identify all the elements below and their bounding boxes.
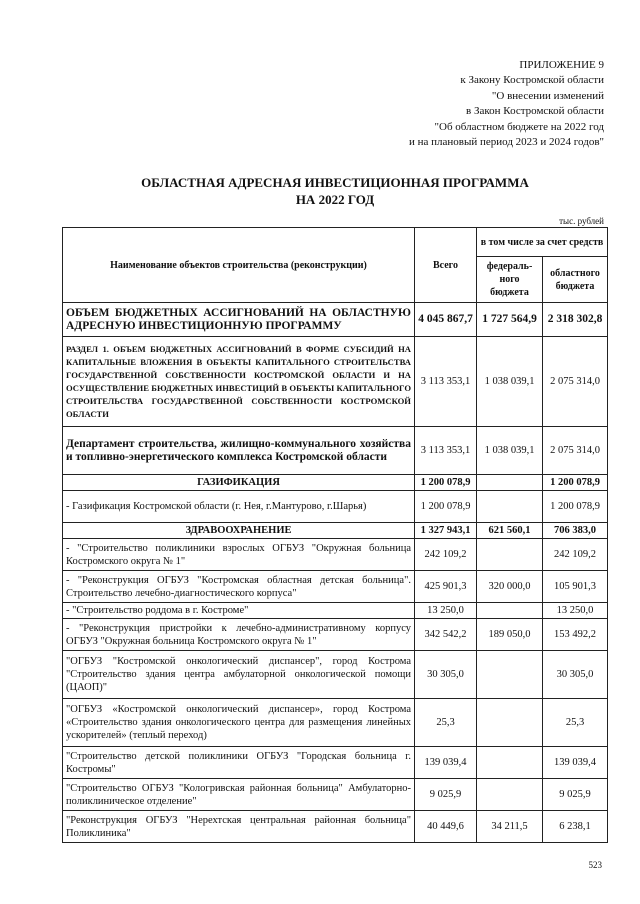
row-regional: 242 109,2 (543, 539, 608, 571)
page-number: 523 (588, 860, 602, 870)
table-row (63, 303, 608, 337)
row-name: "Строительство ОГБУЗ "Кологривская районная больница" Амбулаторно-поликлиническое отделение" (63, 779, 415, 811)
title-line-1: ОБЛАСТНАЯ АДРЕСНАЯ ИНВЕСТИЦИОННАЯ ПРОГРАММА (141, 175, 529, 190)
appendix-line: в Закон Костромской области (466, 105, 604, 118)
row-regional: 153 492,2 (543, 619, 608, 651)
row-regional: 30 305,0 (543, 651, 608, 699)
header-federal: федераль-ного бюджета (477, 257, 543, 303)
row-regional: 706 383,0 (543, 523, 608, 539)
row-name: - "Строительство поликлиники взрослых ОГБУЗ "Окружная больница Костромского округа № 1" (63, 539, 415, 571)
appendix-line: ПРИЛОЖЕНИЕ 9 (519, 59, 604, 71)
row-regional: 9 025,9 (543, 779, 608, 811)
row-name: "Строительство детской поликлиники ОГБУЗ "Городская больница г. Костромы" (63, 747, 415, 779)
table-row (63, 337, 608, 427)
header-name: Наименование объектов строительства (реконструкции) (63, 228, 415, 303)
row-federal (477, 475, 543, 491)
row-federal: 621 560,1 (477, 523, 543, 539)
units-label: тыс. рублей (559, 216, 604, 226)
row-regional: 13 250,0 (543, 603, 608, 619)
table-row (63, 475, 608, 491)
row-name: "ОГБУЗ «Костромской онкологический диспансер», город Кострома «Строительство здания онкологического центра для размещения линейных ускорителей» (теплый переход) (63, 699, 415, 747)
row-federal: 189 050,0 (477, 619, 543, 651)
row-name: ГАЗИФИКАЦИЯ (63, 475, 415, 491)
row-federal: 1 038 039,1 (477, 337, 543, 427)
row-total: 1 200 078,9 (415, 475, 477, 491)
row-total: 139 039,4 (415, 747, 477, 779)
appendix-line: "О внесении изменений (491, 89, 604, 102)
row-federal (477, 539, 543, 571)
row-name: "ОГБУЗ "Костромской онкологический диспансер", город Кострома "Строительство здания центра амбулаторной онкологической помощи (ЦАОП)" (63, 651, 415, 699)
row-total: 30 305,0 (415, 651, 477, 699)
row-name: РАЗДЕЛ 1. ОБЪЕМ БЮДЖЕТНЫХ АССИГНОВАНИЙ В ФОРМЕ СУБСИДИЙ НА КАПИТАЛЬНЫЕ ВЛОЖЕНИЯ В ОБЪЕКТЫ КАПИТАЛЬНОГО СТРОИТЕЛЬСТВА ГОСУДАРСТВЕННОЙ СОБСТВЕННОСТИ КОСТРОМСКОЙ ОБЛАСТИ И НА ОСУЩЕСТВЛЕНИЕ БЮДЖЕТНЫХ ИНВЕСТИЦИЙ В ОБЪЕКТЫ КАПИТАЛЬНОГО СТРОИТЕЛЬСТВА ГОСУДАРСТВЕННОЙ СОБСТВЕННОСТИ КОСТРОМСКОЙ ОБЛАСТИ (63, 337, 415, 427)
row-name: ЗДРАВООХРАНЕНИЕ (63, 523, 415, 539)
row-federal (477, 603, 543, 619)
table-row (63, 603, 608, 619)
row-regional: 1 200 078,9 (543, 475, 608, 491)
title-line-2: НА 2022 ГОД (295, 192, 375, 207)
row-total: 3 113 353,1 (415, 427, 477, 475)
row-federal: 34 211,5 (477, 811, 543, 843)
row-regional: 25,3 (543, 699, 608, 747)
appendix-block (304, 58, 604, 150)
row-name: - "Реконструкция ОГБУЗ "Костромская областная детская больница". Строительство лечебно-диагностического корпуса" (63, 571, 415, 603)
table-row (63, 539, 608, 571)
row-total: 1 327 943,1 (415, 523, 477, 539)
table-row (63, 491, 608, 523)
row-total: 3 113 353,1 (415, 337, 477, 427)
table-row (63, 651, 608, 699)
table-row (63, 779, 608, 811)
row-regional: 105 901,3 (543, 571, 608, 603)
row-federal (477, 491, 543, 523)
row-name: Департамент строительства, жилищно-коммунального хозяйства и топливно-энергетического комплекса Костромской области (63, 427, 415, 475)
row-federal: 1 727 564,9 (477, 303, 543, 337)
row-federal (477, 699, 543, 747)
row-name: - "Реконструкция пристройки к лечебно-административному корпусу ОГБУЗ "Окружная больница Костромского округа № 1" (63, 619, 415, 651)
row-name: - Газификация Костромской области (г. Нея, г.Мантурово, г.Шарья) (63, 491, 415, 523)
row-federal: 320 000,0 (477, 571, 543, 603)
row-total: 1 200 078,9 (415, 491, 477, 523)
appendix-line: "Об областном бюджете на 2022 год (434, 120, 604, 133)
table-header-row (63, 228, 608, 257)
row-federal (477, 779, 543, 811)
table-row (63, 619, 608, 651)
row-total: 9 025,9 (415, 779, 477, 811)
row-total: 4 045 867,7 (415, 303, 477, 337)
table-row (63, 747, 608, 779)
row-total: 342 542,2 (415, 619, 477, 651)
row-total: 13 250,0 (415, 603, 477, 619)
row-total: 25,3 (415, 699, 477, 747)
table-row (63, 811, 608, 843)
row-regional: 6 238,1 (543, 811, 608, 843)
table-row (63, 699, 608, 747)
investment-table (62, 227, 608, 843)
row-name: ОБЪЕМ БЮДЖЕТНЫХ АССИГНОВАНИЙ НА ОБЛАСТНУЮ АДРЕСНУЮ ИНВЕСТИЦИОННУЮ ПРОГРАММУ (63, 303, 415, 337)
row-federal (477, 747, 543, 779)
row-total: 242 109,2 (415, 539, 477, 571)
table-row (63, 523, 608, 539)
row-name: "Реконструкция ОГБУЗ "Нерехтская центральная районная больница" Поликлиника" (63, 811, 415, 843)
row-regional: 1 200 078,9 (543, 491, 608, 523)
row-regional: 2 318 302,8 (543, 303, 608, 337)
row-total: 40 449,6 (415, 811, 477, 843)
appendix-line: и на плановый период 2023 и 2024 годов" (408, 136, 604, 149)
header-group: в том числе за счет средств (477, 228, 608, 257)
row-name: - "Строительство роддома в г. Костроме" (63, 603, 415, 619)
header-total: Всего (415, 228, 477, 303)
row-regional: 2 075 314,0 (543, 337, 608, 427)
row-federal (477, 651, 543, 699)
table-row (63, 571, 608, 603)
row-regional: 139 039,4 (543, 747, 608, 779)
row-federal: 1 038 039,1 (477, 427, 543, 475)
row-regional: 2 075 314,0 (543, 427, 608, 475)
table-row (63, 427, 608, 475)
header-regional: областного бюджета (543, 257, 608, 303)
appendix-line: к Закону Костромской области (460, 74, 604, 87)
document-title (60, 174, 610, 208)
row-total: 425 901,3 (415, 571, 477, 603)
